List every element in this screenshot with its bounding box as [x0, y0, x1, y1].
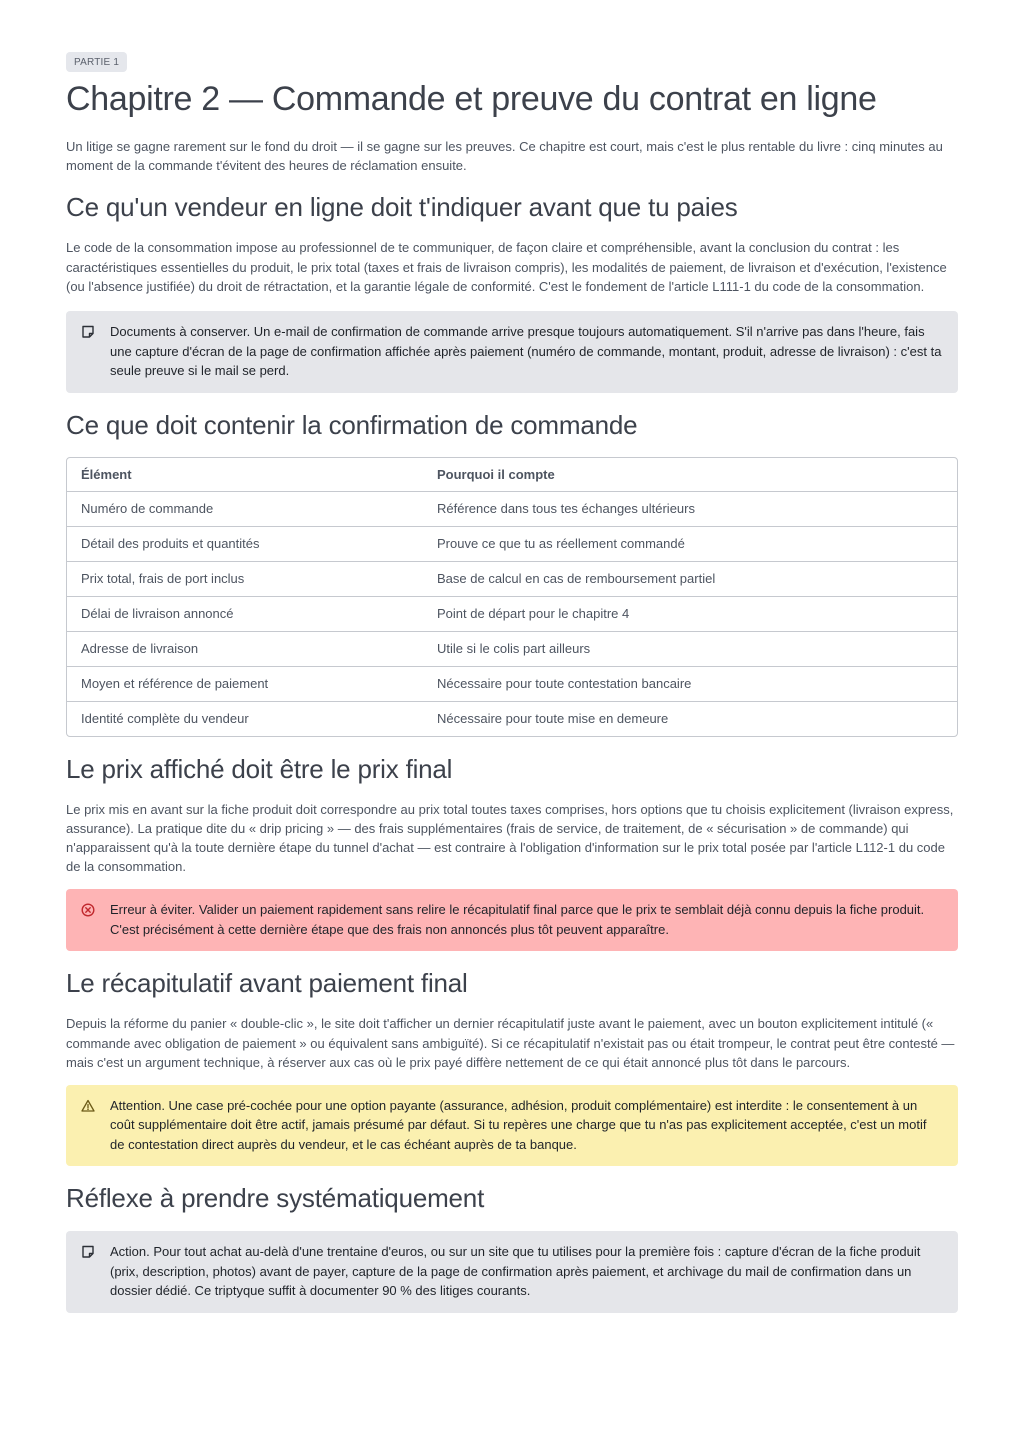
- section-body-final-price: Le prix mis en avant sur la fiche produit doit correspondre au prix total toutes taxes comprises, hors options que tu choisis explicitement (livraison express, assurance). La pratique dite du « drip pricing » — des frais supplémentaires (frais de service, de traitement, de « sécurisation » de commande) qui n'apparaissent qu'à la toute dernière étape du tunnel d'achat — est contraire à l'obligation d'information sur le prix total posée par l'article L112-1 du code de la consommation.: [66, 801, 954, 875]
- error-circle-icon: [80, 902, 96, 918]
- section-heading-reflex: Réflexe à prendre systématiquement: [66, 1183, 485, 1214]
- section-heading-vendor-info: Ce qu'un vendeur en ligne doit t'indiquer avant que tu paies: [66, 192, 738, 223]
- section-body-recap: Depuis la réforme du panier « double-clic », le site doit t'afficher un dernier récapitulatif juste avant le paiement, avec un bouton explicitement intitulé (« commande avec obligation de paiement » ou équivalent sans ambiguïté). Si ce récapitulatif n'existait pas ou était trompeur, le contrat peut être contesté — mais c'est un argument technique, à réserver aux cas où le prix payé diffère nettement de ce qui était annoncé plus tôt dans le parcours.: [66, 1016, 955, 1070]
- table-cell: Nécessaire pour toute mise en demeure: [437, 711, 669, 727]
- table-row: [67, 667, 957, 702]
- table-row: [67, 702, 957, 736]
- table-row: [67, 632, 957, 667]
- table-header-element: Élément: [67, 458, 423, 492]
- table-cell: Référence dans tous tes échanges ultérieurs: [423, 492, 957, 527]
- table-cell: Utile si le colis part ailleurs: [423, 632, 957, 667]
- table-row: [67, 492, 957, 527]
- section-body-vendor-info: Le code de la consommation impose au professionnel de te communiquer, de façon claire et compréhensible, avant la conclusion du contrat : les caractéristiques essentielles du produit, le prix total (taxes et frais de livraison compris), les modalités de paiement, de livraison et d'exécution, l'existence (ou l'absence justifiée) du droit de rétractation, et la garantie légale de conformité. C'est le fondement de l'article L111-1 du code de la consommation.: [66, 240, 947, 294]
- page-title: Chapitre 2 — Commande et preuve du contrat en ligne: [66, 80, 877, 118]
- table-cell: Prouve ce que tu as réellement commandé: [423, 527, 957, 562]
- note-icon: [80, 324, 96, 340]
- table-row: [67, 562, 957, 597]
- callout-warning: [66, 1085, 958, 1167]
- confirmation-table-wrapper: [66, 457, 958, 737]
- callout-documents: [66, 311, 958, 393]
- section-heading-recap: Le récapitulatif avant paiement final: [66, 968, 468, 999]
- table-cell: Adresse de livraison: [67, 632, 423, 667]
- section-heading-final-price: Le prix affiché doit être le prix final: [66, 753, 453, 784]
- table-cell: Délai de livraison annoncé: [67, 597, 423, 632]
- part-badge: PARTIE 1: [66, 52, 127, 72]
- table-row: [67, 597, 957, 632]
- callout-error: [66, 889, 958, 951]
- confirmation-table: [66, 457, 958, 737]
- table-cell: Moyen et référence de paiement: [67, 667, 423, 702]
- table-header-row: [67, 458, 957, 492]
- table-header-reason: Pourquoi il compte: [423, 458, 957, 492]
- callout-action: [66, 1231, 958, 1313]
- table-cell: Prix total, frais de port inclus: [67, 562, 423, 597]
- table-cell: Point de départ pour le chapitre 4: [423, 597, 957, 632]
- section-heading-confirmation: Ce que doit contenir la confirmation de commande: [66, 409, 638, 440]
- intro-paragraph: Un litige se gagne rarement sur le fond du droit — il se gagne sur les preuves. Ce chapitre est court, mais c'est le plus rentable du livre : cinq minutes au moment de la commande t'évitent des heures de réclamation ensuite.: [66, 139, 943, 174]
- document-page: [66, 52, 958, 1313]
- note-icon: [80, 1244, 96, 1260]
- warning-triangle-icon: [80, 1098, 96, 1114]
- table-cell: Numéro de commande: [67, 492, 423, 527]
- table-cell: Détail des produits et quantités: [67, 527, 423, 562]
- callout-text: Erreur à éviter. Valider un paiement rapidement sans relire le récapitulatif final parce que le prix te semblait déjà connu depuis la fiche produit. C'est précisément à cette dernière étape que des frais non annoncés plus tôt peuvent apparaître.: [110, 902, 925, 937]
- table-cell: Base de calcul en cas de remboursement partiel: [423, 562, 957, 597]
- table-row: [67, 527, 957, 562]
- table-cell: Nécessaire pour toute contestation bancaire: [423, 667, 957, 702]
- callout-text: Action. Pour tout achat au-delà d'une trentaine d'euros, ou sur un site que tu utilises pour la première fois : capture d'écran de la fiche produit (prix, description, photos) avant de payer, capture de la page de confirmation après paiement, et archivage du mail de confirmation dans un dossier dédié. Ce triptyque suffit à documenter 90 % des litiges courants.: [110, 1244, 921, 1299]
- table-cell: Identité complète du vendeur: [81, 711, 249, 727]
- callout-text: Attention. Une case pré-cochée pour une option payante (assurance, adhésion, produit complémentaire) est interdite : le consentement à un coût supplémentaire doit être actif, jamais présumé par défaut. Si tu repères une charge que tu n'as pas explicitement acceptée, c'est un motif de contestation direct auprès du vendeur, et le cas échéant auprès de ta banque.: [110, 1097, 927, 1152]
- callout-text: Documents à conserver. Un e-mail de confirmation de commande arrive presque toujours automatiquement. S'il n'arrive pas dans l'heure, fais une capture d'écran de la page de confirmation affichée après paiement (numéro de commande, montant, produit, adresse de livraison) : c'est ta seule preuve si le mail se perd.: [110, 324, 942, 379]
